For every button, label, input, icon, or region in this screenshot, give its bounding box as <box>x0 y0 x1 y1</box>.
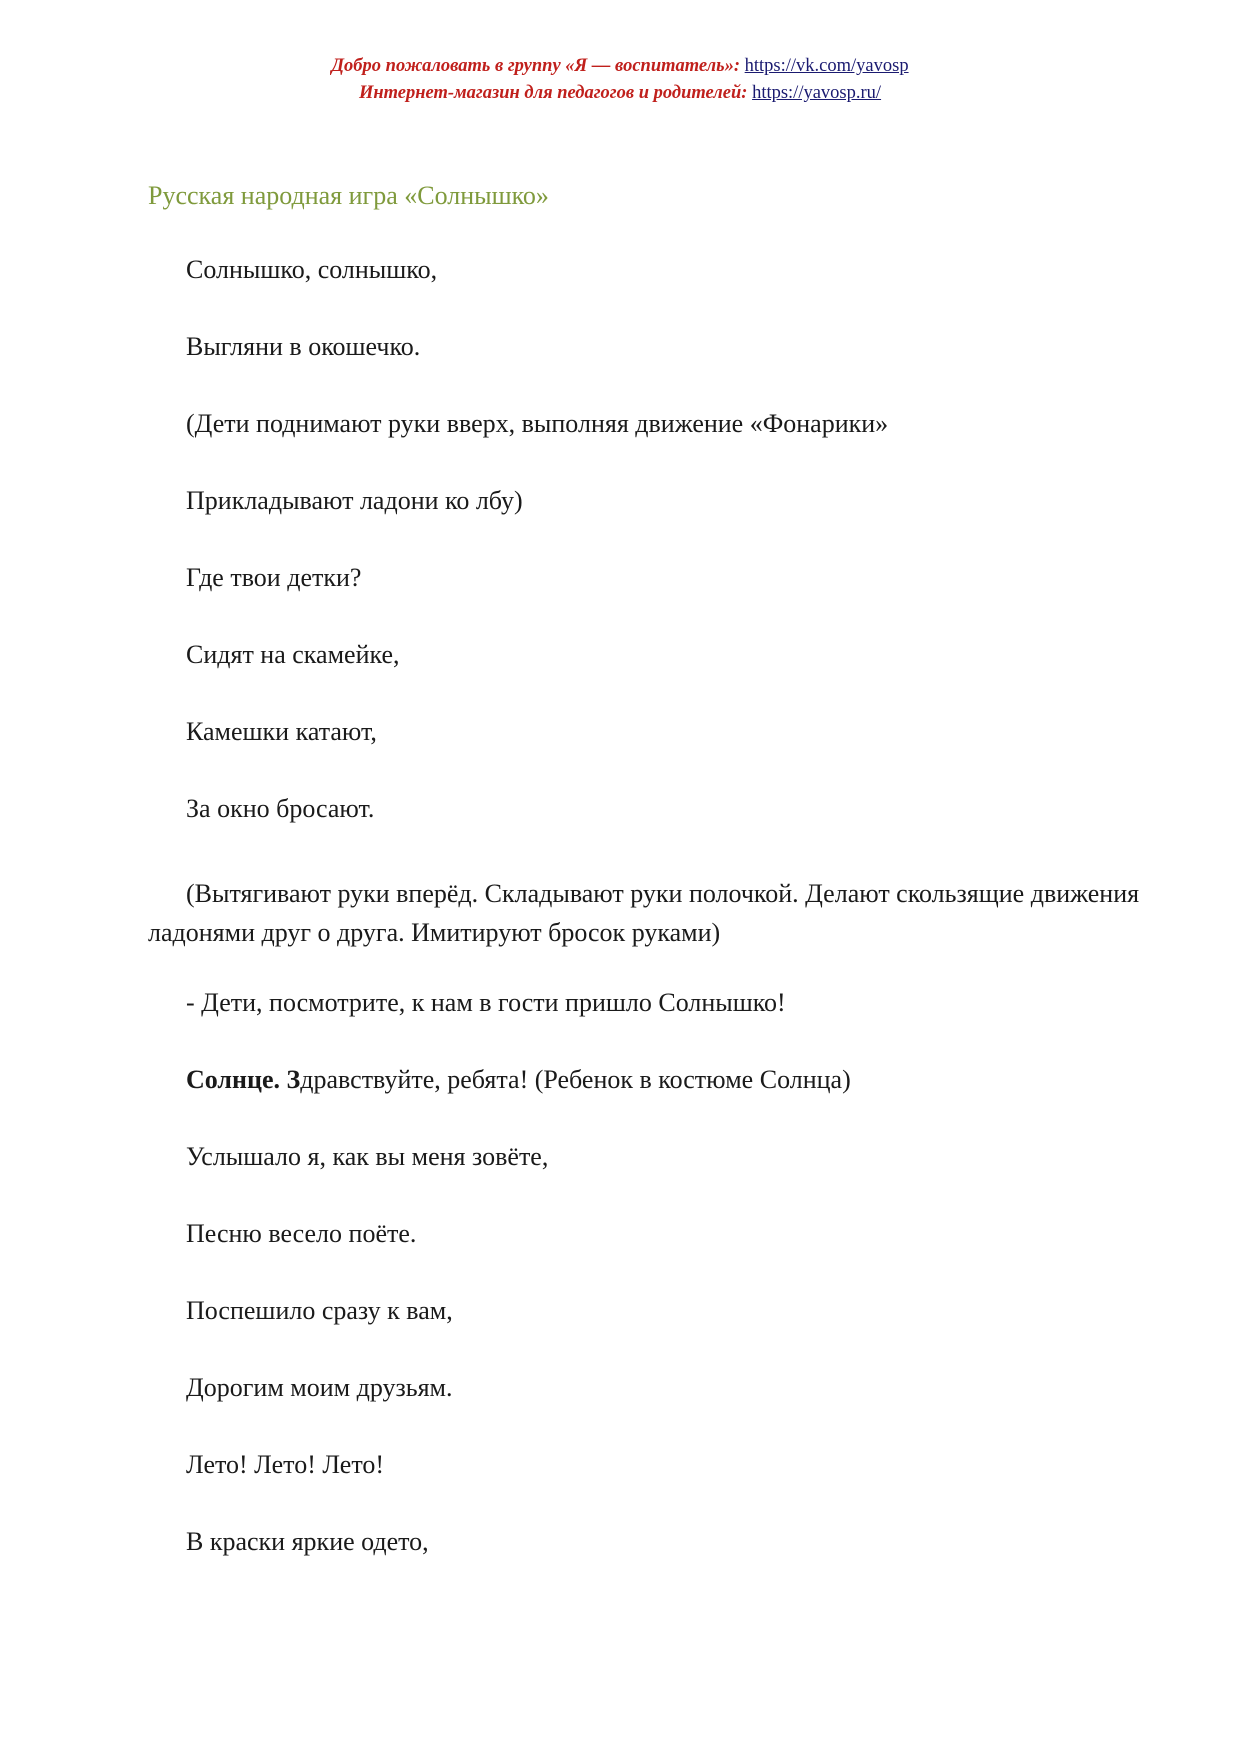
verse-line: Солнышко, солнышко, <box>186 255 438 284</box>
verse-line: Песню весело поёте. <box>186 1219 417 1248</box>
verse-line: Где твои детки? <box>186 563 362 592</box>
vk-group-link[interactable]: https://vk.com/yavosp <box>744 56 909 76</box>
header-line-group <box>0 56 1240 77</box>
stage-direction: Прикладывают ладони ко лбу) <box>186 486 523 515</box>
verse-line: Сидят на скамейке, <box>186 640 400 669</box>
speaker-name: Солнце. <box>186 1065 281 1094</box>
header-line-shop <box>0 83 1240 104</box>
verse-line: Поспешило сразу к вам, <box>186 1296 453 1325</box>
verse-line: Лето! Лето! Лето! <box>186 1450 385 1479</box>
action-paragraph: (Вытягивают руки вперёд. Складывают руки полочкой. Делают скользящие движения ладонями друг о друга. Имитируют бросок руками) <box>148 879 1140 947</box>
verse-line: Услышало я, как вы меня зовёте, <box>186 1142 549 1171</box>
dialog-intro: - Дети, посмотрите, к нам в гости пришло Солнышко! <box>186 988 786 1017</box>
verse-line: За окно бросают. <box>186 794 375 823</box>
verse-line: Дорогим моим друзьям. <box>186 1373 453 1402</box>
shop-label: Интернет-магазин для педагогов и родителей: <box>358 83 748 103</box>
stage-direction: (Дети поднимают руки вверх, выполняя движение «Фонарики» <box>186 409 889 438</box>
verse-line: В краски яркие одето, <box>186 1527 429 1556</box>
shop-link[interactable]: https://yavosp.ru/ <box>752 83 882 103</box>
bold-letter: З <box>286 1065 301 1094</box>
verse-line: Выгляни в окошечко. <box>186 332 421 361</box>
sun-speech: дравствуйте, ребята! (Ребенок в костюме Солнца) <box>300 1065 851 1094</box>
game-title: Русская народная игра «Солнышко» <box>148 181 549 210</box>
verse-line: Камешки катают, <box>186 717 377 746</box>
sun-line <box>186 1065 851 1095</box>
group-invite-label: Добро пожаловать в группу «Я — воспитатель»: <box>331 56 741 76</box>
